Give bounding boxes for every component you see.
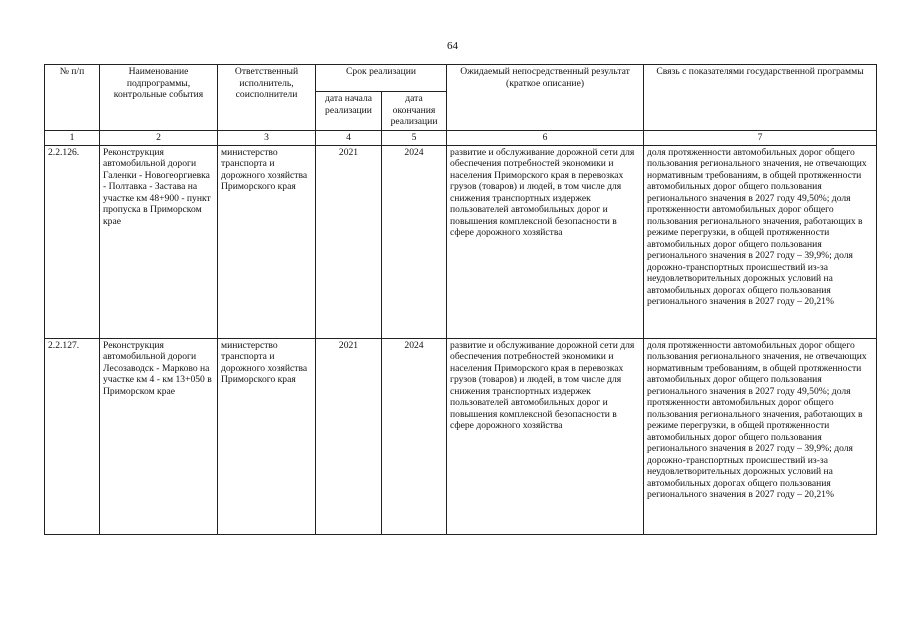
row-number: 2.2.127. [45,338,100,534]
row-start-date: 2021 [316,145,382,338]
column-number: 5 [382,131,447,146]
row-responsible: министерство транспорта и дорожного хозяйства Приморского края [218,145,316,338]
program-table [44,64,877,535]
row-indicator-link: доля протяженности автомобильных дорог общего пользования регионального значения, не отвечающих нормативным требованиям, в общей протяженности автомобильных дорог общего пользования регионального значения в 2027 году 49,50%; доля протяженности автомобильных дорог общего пользования регионального значения, работающих в режиме перегрузки, в общей протяженности автомобильных дорог общего пользования регионального значения в 2027 году – 39,9%; доля дорожно-транспортных происшествий из-за неудовлетворительных дорожных условий на автомобильных дорогах общего пользования регионального значения в 2027 году – 20,21% [644,145,877,338]
column-number: 7 [644,131,877,146]
row-start-date: 2021 [316,338,382,534]
header-responsible: Ответственный исполнитель, соисполнители [218,65,316,131]
row-end-date: 2024 [382,145,447,338]
column-number: 3 [218,131,316,146]
header-period: Срок реализации [316,65,447,92]
header-start: дата начала реализации [316,92,382,131]
table-row [45,338,877,534]
page-number: 64 [447,40,458,52]
row-responsible: министерство транспорта и дорожного хозяйства Приморского края [218,338,316,534]
column-number: 6 [447,131,644,146]
row-end-date: 2024 [382,338,447,534]
row-name: Реконструкция автомобильной дороги Галенки - Новогеоргиевка - Полтавка - Застава на участке км 48+900 - пункт пропуска в Приморском крае [100,145,218,338]
row-number: 2.2.126. [45,145,100,338]
row-name: Реконструкция автомобильной дороги Лесозаводск - Марково на участке км 4 - км 13+050 в Приморском крае [100,338,218,534]
column-number: 1 [45,131,100,146]
row-result: развитие и обслуживание дорожной сети для обеспечения потребностей экономики и населения Приморского края в перевозках грузов (товаров) и людей, в том числе для снижения транспортных издержек пользователей автомобильных дорог и повышения комплексной безопасности в сфере дорожного хозяйства [447,338,644,534]
header-result: Ожидаемый непосредственный результат (краткое описание) [447,65,644,131]
header-link: Связь с показателями государственной программы [644,65,877,131]
column-number-row [45,131,877,146]
header-row [45,65,877,92]
header-name: Наименование подпрограммы, контрольные события [100,65,218,131]
table-row [45,145,877,338]
column-number: 2 [100,131,218,146]
row-indicator-link: доля протяженности автомобильных дорог общего пользования регионального значения, не отвечающих нормативным требованиям, в общей протяженности автомобильных дорог общего пользования регионального значения в 2027 году 49,50%; доля протяженности автомобильных дорог общего пользования регионального значения, работающих в режиме перегрузки, в общей протяженности автомобильных дорог общего пользования регионального значения в 2027 году – 39,9%; доля дорожно-транспортных происшествий из-за неудовлетворительных дорожных условий на автомобильных дорогах общего пользования регионального значения в 2027 году – 20,21% [644,338,877,534]
row-result: развитие и обслуживание дорожной сети для обеспечения потребностей экономики и населения Приморского края в перевозках грузов (товаров) и людей, в том числе для снижения транспортных издержек пользователей автомобильных дорог и повышения комплексной безопасности в сфере дорожного хозяйства [447,145,644,338]
header-end: дата окончания реализации [382,92,447,131]
column-number: 4 [316,131,382,146]
header-num: № п/п [45,65,100,131]
